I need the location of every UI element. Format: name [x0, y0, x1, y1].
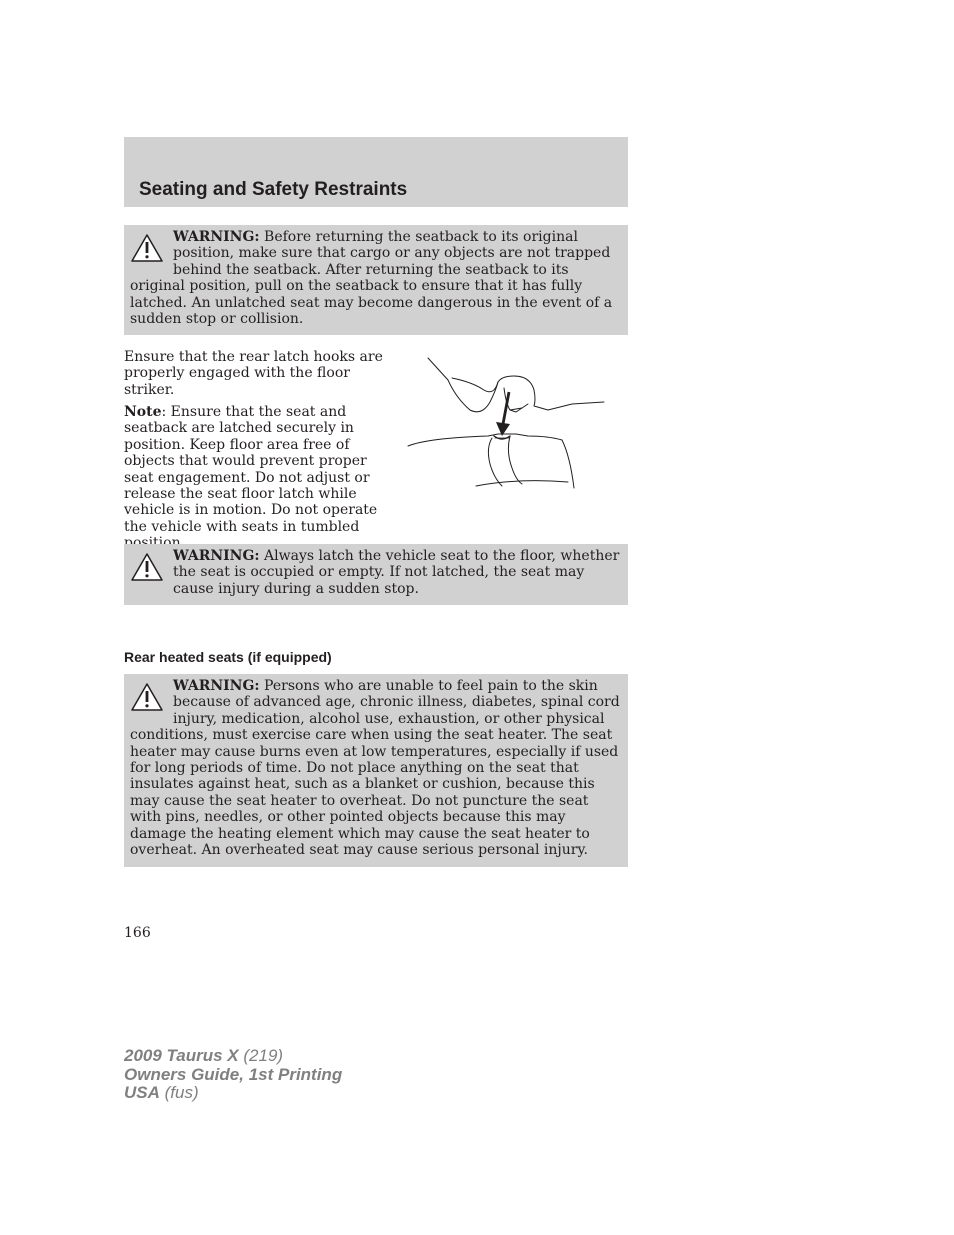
warning-box-seatback: [124, 225, 628, 335]
warning-label: WARNING:: [173, 548, 260, 564]
footer-market-code: (fus): [159, 1083, 199, 1102]
warning-triangle-icon: [130, 552, 164, 582]
warning-box-latch: [124, 544, 628, 605]
seat-latch-illustration: [398, 352, 610, 494]
section-header: [124, 137, 628, 207]
page-title: Seating and Safety Restraints: [139, 179, 408, 200]
warning-text: Persons who are unable to feel pain to the skin because of advanced age, chronic illness, diabetes, spinal cord injury, medication, alcohol use, exhaustion, or other physical conditions, must exercise care when using the seat heater. The seat heater may cause burns even at low temperatures, especially if used for long periods of time. Do not place anything on the seat that insulates against heat, such as a blanket or cushion, because this may cause the seat heater to overheat. Do not puncture the seat with pins, needles, or other pointed objects because this may damage the heating element which may cause the seat heater to overheat. An overheated seat may cause serious personal injury.: [130, 678, 620, 859]
warning-label: WARNING:: [173, 229, 260, 245]
note-paragraph: [124, 404, 400, 519]
warning-triangle-icon: [130, 682, 164, 712]
page-number: 166: [124, 925, 151, 941]
note-label: Note: [124, 404, 162, 420]
warning-label: WARNING:: [173, 678, 260, 694]
footer-edition: Owners Guide, 1st Printing: [124, 1064, 343, 1084]
footer-model-code: (219): [238, 1046, 284, 1065]
section-heading-rear-heated-seats: Rear heated seats (if equipped): [124, 649, 332, 665]
warning-text: Always latch the vehicle seat to the floor, whether the seat is occupied or empty. If not latched, the seat may cause injury during a sudden stop.: [173, 548, 620, 597]
note-text: : Ensure that the seat and seatback are latched securely in position. Keep floor area free of objects that would prevent proper seat engagement. Do not adjust or release the seat floor latch while vehicle is in motion. Do not operate: [124, 404, 378, 519]
warning-text: Before returning the seatback to its original position, make sure that cargo or any objects are not trapped behind the seatback. After returning the seatback to its original position, pull on the seatback to ensure that it has fully latched. An unlatched seat may become dangerous in the event of a sudden stop or collision.: [130, 229, 613, 328]
warning-triangle-icon: [130, 233, 164, 263]
latch-hooks-paragraph: Ensure that the rear latch hooks are properly engaged with the floor striker.: [124, 349, 383, 398]
note-paragraph-tail: the vehicle with seats in tumbled: [124, 519, 360, 535]
warning-box-heated-seats: [124, 674, 628, 867]
footer-model: 2009 Taurus X: [124, 1046, 239, 1065]
footer-market: USA: [124, 1083, 160, 1102]
print-footer: [124, 1047, 342, 1103]
